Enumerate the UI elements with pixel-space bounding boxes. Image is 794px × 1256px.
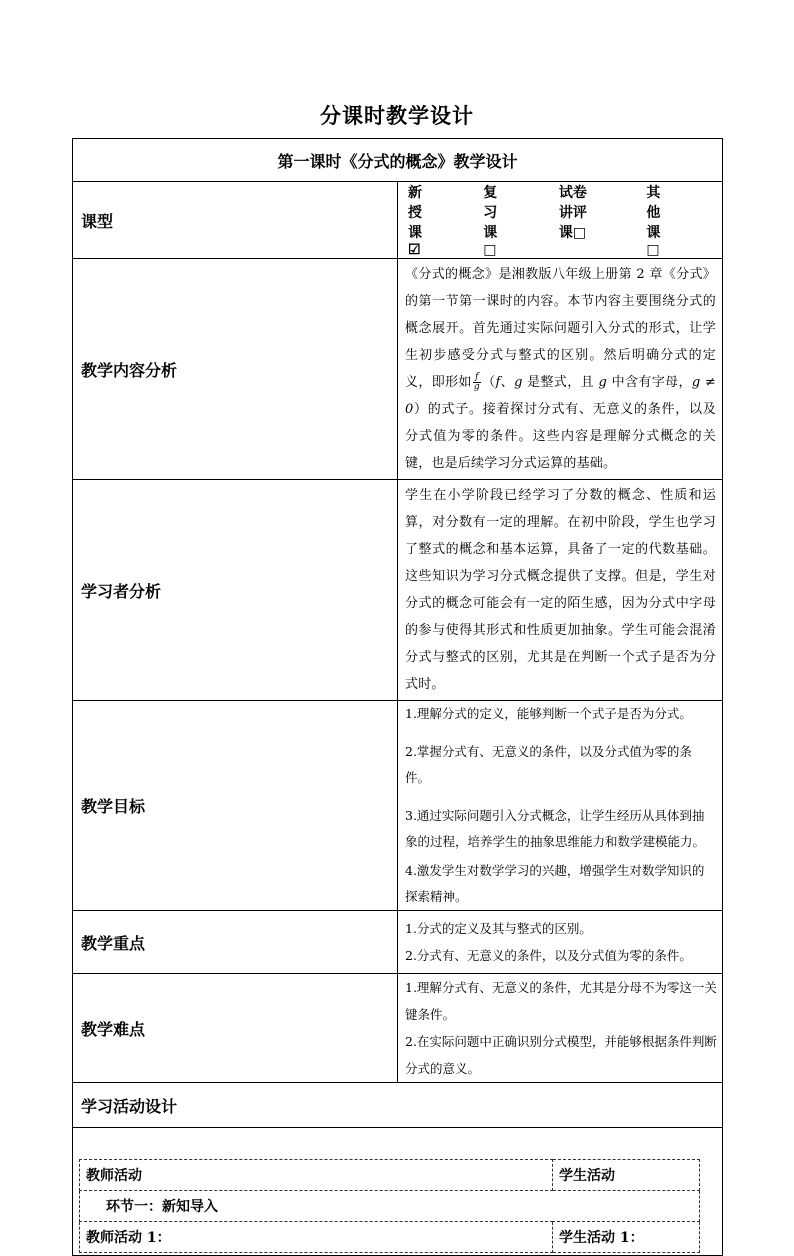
course-type-exam-review: 试卷讲评课□ [558, 185, 587, 241]
var-g: g [514, 375, 523, 390]
goal-item: 2.掌握分式有、无意义的条件，以及分式值为零的条件。 [405, 744, 692, 785]
course-type-label: 课型 [73, 182, 398, 259]
activity-design-row [73, 1083, 723, 1128]
fraction-denominator: g [473, 382, 480, 392]
key-point-item: 1.分式的定义及其与整式的区别。 [405, 921, 592, 936]
difficulties-row [73, 974, 723, 1083]
learner-analysis-text: 学生在小学阶段已经学习了分数的概念、性质和运算，对分数有一定的理解。在初中阶段，学生也学习了整式的概念和基本运算，具备了一定的代数基础。这些知识为学习分式概念提供了支撑。但是，学生对分式的概念可能会有一定的陌生感，因为分式中字母的参与使得其形式和性质更加抽象。学生可能会混淆分式与整式的区别，尤其是在判断一个式子是否为分式时。 [398, 480, 723, 701]
document-title: 分课时教学设计 [320, 103, 474, 128]
activity-design-label: 学习活动设计 [73, 1083, 723, 1128]
goals-list [398, 701, 723, 911]
activity-table [79, 1159, 700, 1253]
learner-analysis-label: 学习者分析 [73, 480, 398, 701]
goal-item: 1.理解分式的定义，能够判断一个式子是否为分式。 [405, 706, 692, 721]
difficulties-list [398, 974, 723, 1083]
course-type-row [73, 182, 723, 259]
var-f: f [495, 375, 501, 390]
content-text-4: 是整式，且 [522, 375, 599, 390]
var-g-2: g [598, 375, 608, 390]
course-type-options [398, 182, 723, 259]
difficulties-label: 教学难点 [73, 974, 398, 1083]
content-text-5: 中含有字母， [607, 375, 692, 390]
goals-row [73, 701, 723, 911]
difficulty-item: 1.理解分式有、无意义的条件，尤其是分母不为零这一关键条件。 [405, 980, 717, 1022]
goal-item: 3.通过实际问题引入分式概念，让学生经历从具体到抽象的过程，培养学生的抽象思维能力和数学建模能力。 [405, 808, 706, 849]
student-activity-header: 学生活动 [553, 1160, 700, 1191]
lesson-title: 第一课时《分式的概念》教学设计 [73, 139, 723, 182]
content-analysis-row [73, 259, 723, 480]
key-points-label: 教学重点 [73, 911, 398, 974]
activity-table-row [73, 1128, 723, 1256]
content-text-2: （ [481, 375, 496, 390]
lesson-plan-table [72, 138, 723, 1256]
fraction-f-over-g [473, 373, 481, 392]
key-point-item: 2.分式有、无意义的条件，以及分式值为零的条件。 [405, 948, 692, 963]
content-text-1: 《分式的概念》是湘教版八年级上册第 2 章《分式》的第一节第一课时的内容。本节内容主要围绕分式的概念展开。首先通过实际问题引入分式的形式，让学生初步感受分式与整式的区别。然后明确分式的定义，即形如 [405, 267, 716, 390]
course-type-other: 其他课□ [646, 185, 661, 258]
key-points-row [73, 911, 723, 974]
condition-g-nonzero: g ≠ 0 [405, 375, 717, 417]
content-analysis-text [398, 259, 723, 480]
teacher-activity-header: 教师活动 [80, 1160, 553, 1191]
fraction-numerator: f [473, 373, 481, 383]
difficulty-item: 2.在实际问题中正确识别分式模型，并能够根据条件判断分式的意义。 [405, 1034, 717, 1076]
student-activity-1: 学生活动 1： [553, 1222, 700, 1253]
course-type-new: 新授课☑ [408, 185, 422, 258]
content-text-6: ）的式子。接着探讨分式有、无意义的条件，以及分式值为零的条件。这些内容是理解分式概念的关键，也是后续学习分式运算的基础。 [405, 402, 716, 471]
section-new-knowledge: 环节一：新知导入 [80, 1191, 700, 1222]
content-text-3: 、 [500, 375, 515, 390]
teacher-activity-1: 教师活动 1： [80, 1222, 553, 1253]
course-type-review: 复习课□ [483, 185, 498, 258]
content-analysis-label: 教学内容分析 [73, 259, 398, 480]
activity-table-cell [73, 1128, 723, 1256]
goal-item: 4.激发学生对数学学习的兴趣，增强学生对数学知识的探索精神。 [405, 863, 705, 904]
learner-analysis-row [73, 480, 723, 701]
key-points-list [398, 911, 723, 974]
goals-label: 教学目标 [73, 701, 398, 911]
